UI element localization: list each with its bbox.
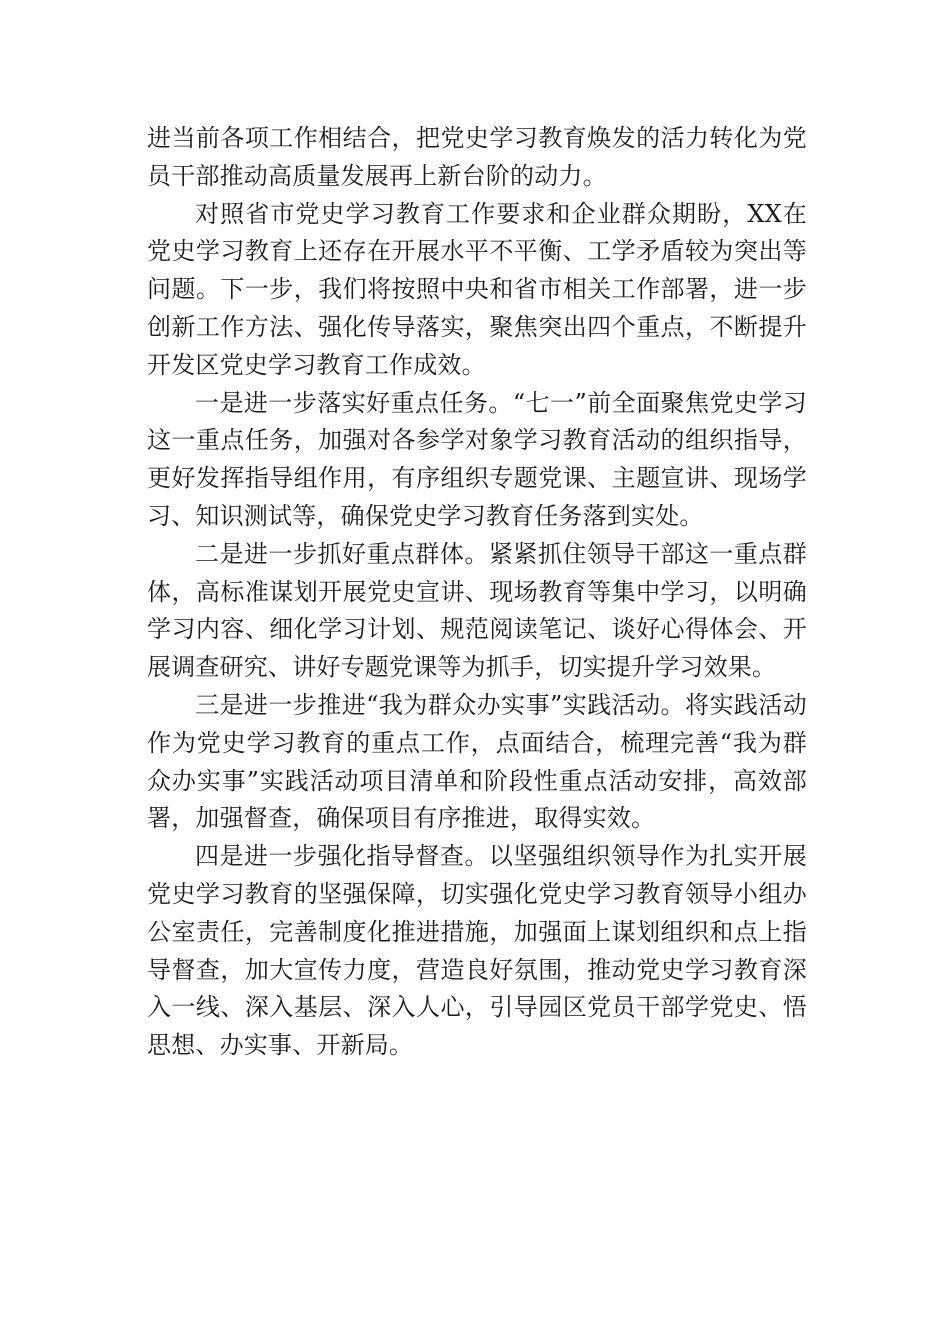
paragraph-point-three: 三是进一步推进“我为群众办实事”实践活动。将实践活动作为党史学习教育的重点工作，点面结合，梳理完善“我为群众办实事”实践活动项目清单和阶段性重点活动安排，高效部署，加强督查，确保项目有序推进，取得实效。 — [147, 690, 807, 833]
document-page — [147, 120, 807, 1065]
paragraph-continuation: 进当前各项工作相结合，把党史学习教育焕发的活力转化为党员干部推动高质量发展再上新台阶的动力。 — [147, 124, 807, 190]
paragraph-point-four: 四是进一步强化指导督查。以坚强组织领导作为扎实开展党史学习教育的坚强保障，切实强化党史学习教育领导小组办公室责任，完善制度化推进措施，加强面上谋划组织和点上指导督查，加大宣传力度，营造良好氛围，推动党史学习教育深入一线、深入基层、深入人心，引导园区党员干部学党史、悟思想、办实事、开新局。 — [147, 842, 807, 1060]
paragraph-point-two: 二是进一步抓好重点群体。紧紧抓住领导干部这一重点群体，高标准谋划开展党史宣讲、现场教育等集中学习，以明确学习内容、细化学习计划、规范阅读笔记、谈好心得体会、开展调查研究、讲好专题党课等为抓手，切实提升学习效果。 — [147, 539, 807, 682]
paragraph-summary: 对照省市党史学习教育工作要求和企业群众期盼，XX在党史学习教育上还存在开展水平不平衡、工学矛盾较为突出等问题。下一步，我们将按照中央和省市相关工作部署，进一步创新工作方法、强化传导落实，聚焦突出四个重点，不断提升开发区党史学习教育工作成效。 — [147, 199, 807, 379]
paragraph-point-one: 一是进一步落实好重点任务。“七一”前全面聚焦党史学习这一重点任务，加强对各参学对象学习教育活动的组织指导，更好发挥指导组作用，有序组织专题党课、主题宣讲、现场学习、知识测试等，确保党史学习教育任务落到实处。 — [147, 388, 807, 530]
